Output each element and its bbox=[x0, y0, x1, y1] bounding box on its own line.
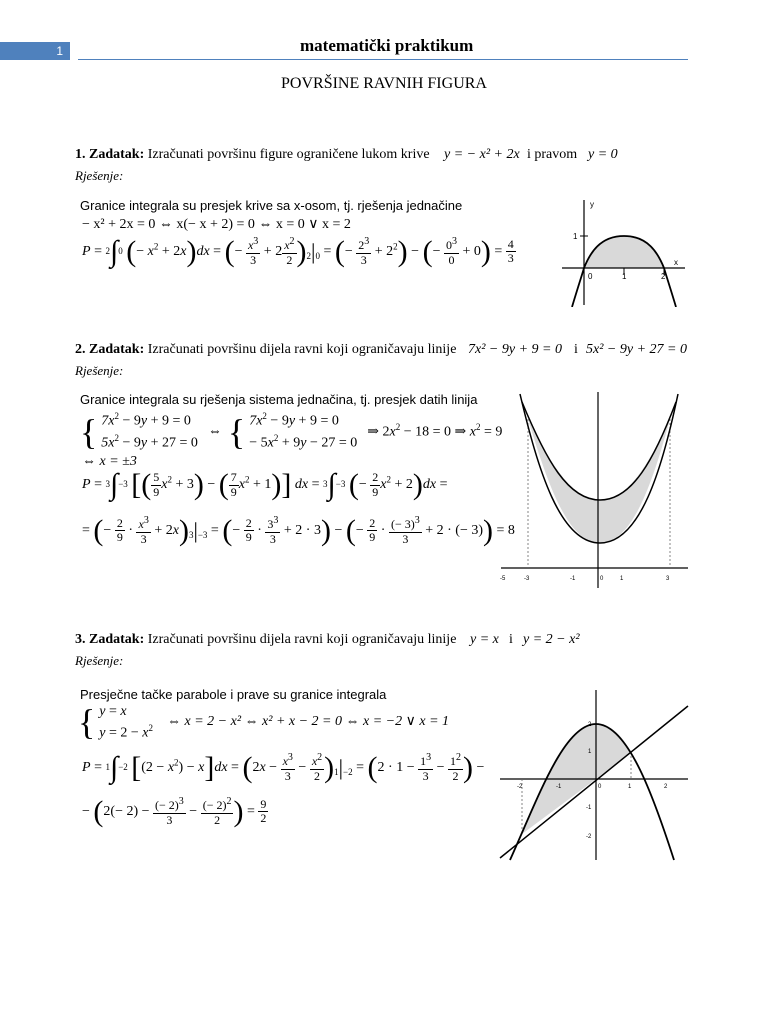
y-tick-2: 2 bbox=[588, 722, 592, 728]
task2-text: Izračunati površinu dijela ravni koji ograničavaju linije bbox=[147, 342, 457, 357]
y-tick-label: 1 bbox=[573, 232, 578, 241]
task2-label: 2. Zadatak: bbox=[75, 342, 145, 357]
header-divider bbox=[78, 59, 688, 60]
task2-result: ⇔ x = ±3 bbox=[82, 454, 137, 469]
task3-integral-eval: − (2(− 2) − $\frac{(- 2)^3}{3}$ − $\frac{(- 2)^2}{2}$ ) = $\frac{9}{2}$ bbox=[82, 794, 267, 828]
header-title: matematički praktikum bbox=[300, 36, 474, 55]
x-axis-label: x bbox=[674, 258, 678, 267]
page-number: 1 bbox=[0, 42, 70, 60]
task3-and: i bbox=[509, 632, 513, 647]
x-tick-1: 1 bbox=[622, 272, 627, 281]
x-tick-2: 2 bbox=[661, 272, 666, 281]
task3-text: Izračunati površinu dijela ravni koji ograničavaju linije bbox=[147, 632, 457, 647]
task3-eq2: y = 2 − x² bbox=[523, 632, 580, 647]
x-tick-m2: -2 bbox=[517, 784, 523, 790]
x-tick-0: 0 bbox=[588, 272, 593, 281]
y-tick-1: 1 bbox=[588, 749, 592, 755]
task2-system: { $7x^2 - 9y + 9 = 0$ $5x^2 - 9y + 27 = 0$ ⇔ { $7x^2 - 9y + 9 = 0$ − $5x^2 + 9y - 27 = 0$ ⇒ $2x^2 - 18 = 0$ ⇒ $x^2 = 9$ bbox=[80, 411, 503, 452]
task3-eq1: y = x bbox=[470, 632, 499, 647]
task2-graph bbox=[498, 390, 690, 590]
x-tick-2: 2 bbox=[664, 784, 668, 790]
x-tick-0: 0 bbox=[598, 784, 602, 790]
task3-graph bbox=[498, 688, 690, 862]
task1-line: y = 0 bbox=[588, 147, 618, 162]
task2-eq1: 7x² − 9y + 9 = 0 bbox=[468, 342, 562, 357]
y-tick-m1: -1 bbox=[586, 805, 592, 811]
task2-intro: Granice integrala su rješenja sistema jednačina, tj. presjek datih linija bbox=[80, 392, 478, 407]
x-tick-m1: -1 bbox=[570, 576, 576, 582]
x-tick-m5: -5 bbox=[500, 576, 506, 582]
task1-mid: i pravom bbox=[527, 147, 578, 162]
task3-system: { y = x $y = 2 - x^2$ ⇔ x = 2 − x² ⇔ x² + x − 2 = 0 ⇔ x = −2 ∨ x = 1 bbox=[78, 702, 450, 743]
y-tick-m2: -2 bbox=[586, 834, 592, 840]
task1-equation: − x² + 2x = 0 ⇔ x(− x + 2) = 0 ⇔ x = 0 ∨ x = 2 bbox=[82, 217, 351, 232]
task1-intro: Granice integrala su presjek krive sa x-osom, tj. rješenja jednačine bbox=[80, 198, 463, 213]
task3-intro: Presječne tačke parabole i prave su granice integrala bbox=[80, 687, 387, 702]
task1-integral: P = 2∫0 (− $x^2 + 2x)dx$ = (− $\frac{x^3}{3}$ + 2 $\frac{x^2}{2}$ )2|0 = (− $\frac{2^3}{3}$ + $2^2$) − (− $\frac{0^3}{0}$ + 0) = $\frac{4}{3}$ bbox=[82, 234, 514, 268]
task1-statement bbox=[75, 147, 430, 163]
x-tick-m1: -1 bbox=[556, 784, 562, 790]
task2-solution-label: Rješenje: bbox=[75, 363, 124, 378]
task1-solution-label: Rješenje: bbox=[75, 168, 124, 183]
x-tick-1: 1 bbox=[628, 784, 632, 790]
x-tick-1: 1 bbox=[620, 576, 624, 582]
x-tick-0: 0 bbox=[600, 576, 604, 582]
document-title: POVRŠINE RAVNIH FIGURA bbox=[281, 75, 487, 92]
task3-label: 3. Zadatak: bbox=[75, 632, 145, 647]
task2-and: i bbox=[574, 342, 578, 357]
task3-integral: P = 1∫−2 $[(2 - x^2) - x]dx = (2x$ − $\frac{x^3}{3}$ − $\frac{x^2}{2}$ )1|−2 = (2 · 1 − $\frac{1^3}{3}$ − $\frac{1^2}{2}$ ) − bbox=[82, 750, 485, 784]
x-tick-m3: -3 bbox=[524, 576, 530, 582]
task2-statement bbox=[75, 342, 456, 358]
task1-label: 1. Zadatak: bbox=[75, 147, 145, 162]
task3-solution-label: Rješenje: bbox=[75, 653, 124, 668]
task2-integral: P = 3∫−3 [( $\frac{5}{9}$ $x^2 + 3$) − ( $\frac{7}{9}$ $x^2 + 1$)] dx = 3∫−3 (− $\frac{2}{9}$ $x^2 + 2)dx$ = bbox=[82, 468, 448, 501]
task1-shaded-area bbox=[584, 236, 664, 268]
task1-curve: y = − x² + 2x bbox=[444, 147, 520, 162]
task2-eq2: 5x² − 9y + 27 = 0 bbox=[586, 342, 687, 357]
x-tick-3: 3 bbox=[666, 576, 670, 582]
task2-integral-eval: = (− $\frac{2}{9}$ · $\frac{x^3}{3}$ + 2x)3|−3 = (− $\frac{2}{9}$ · $\frac{3^3}{3}$ + 2 · 3) − (− $\frac{2}{9}$ · $\frac{(- 3)^3}{3}$ + 2 · (− 3)) = 8 bbox=[82, 513, 515, 547]
task1-text: Izračunati površinu figure ograničene lukom krive bbox=[147, 147, 430, 162]
task2-shaded-area bbox=[528, 419, 670, 543]
task1-graph bbox=[560, 195, 690, 307]
task3-result: ⇔ x = 2 − x² ⇔ x² + x − 2 = 0 ⇔ x = −2 ∨ x = 1 bbox=[167, 714, 450, 730]
y-axis-label: y bbox=[590, 200, 594, 209]
task3-statement bbox=[75, 632, 456, 648]
